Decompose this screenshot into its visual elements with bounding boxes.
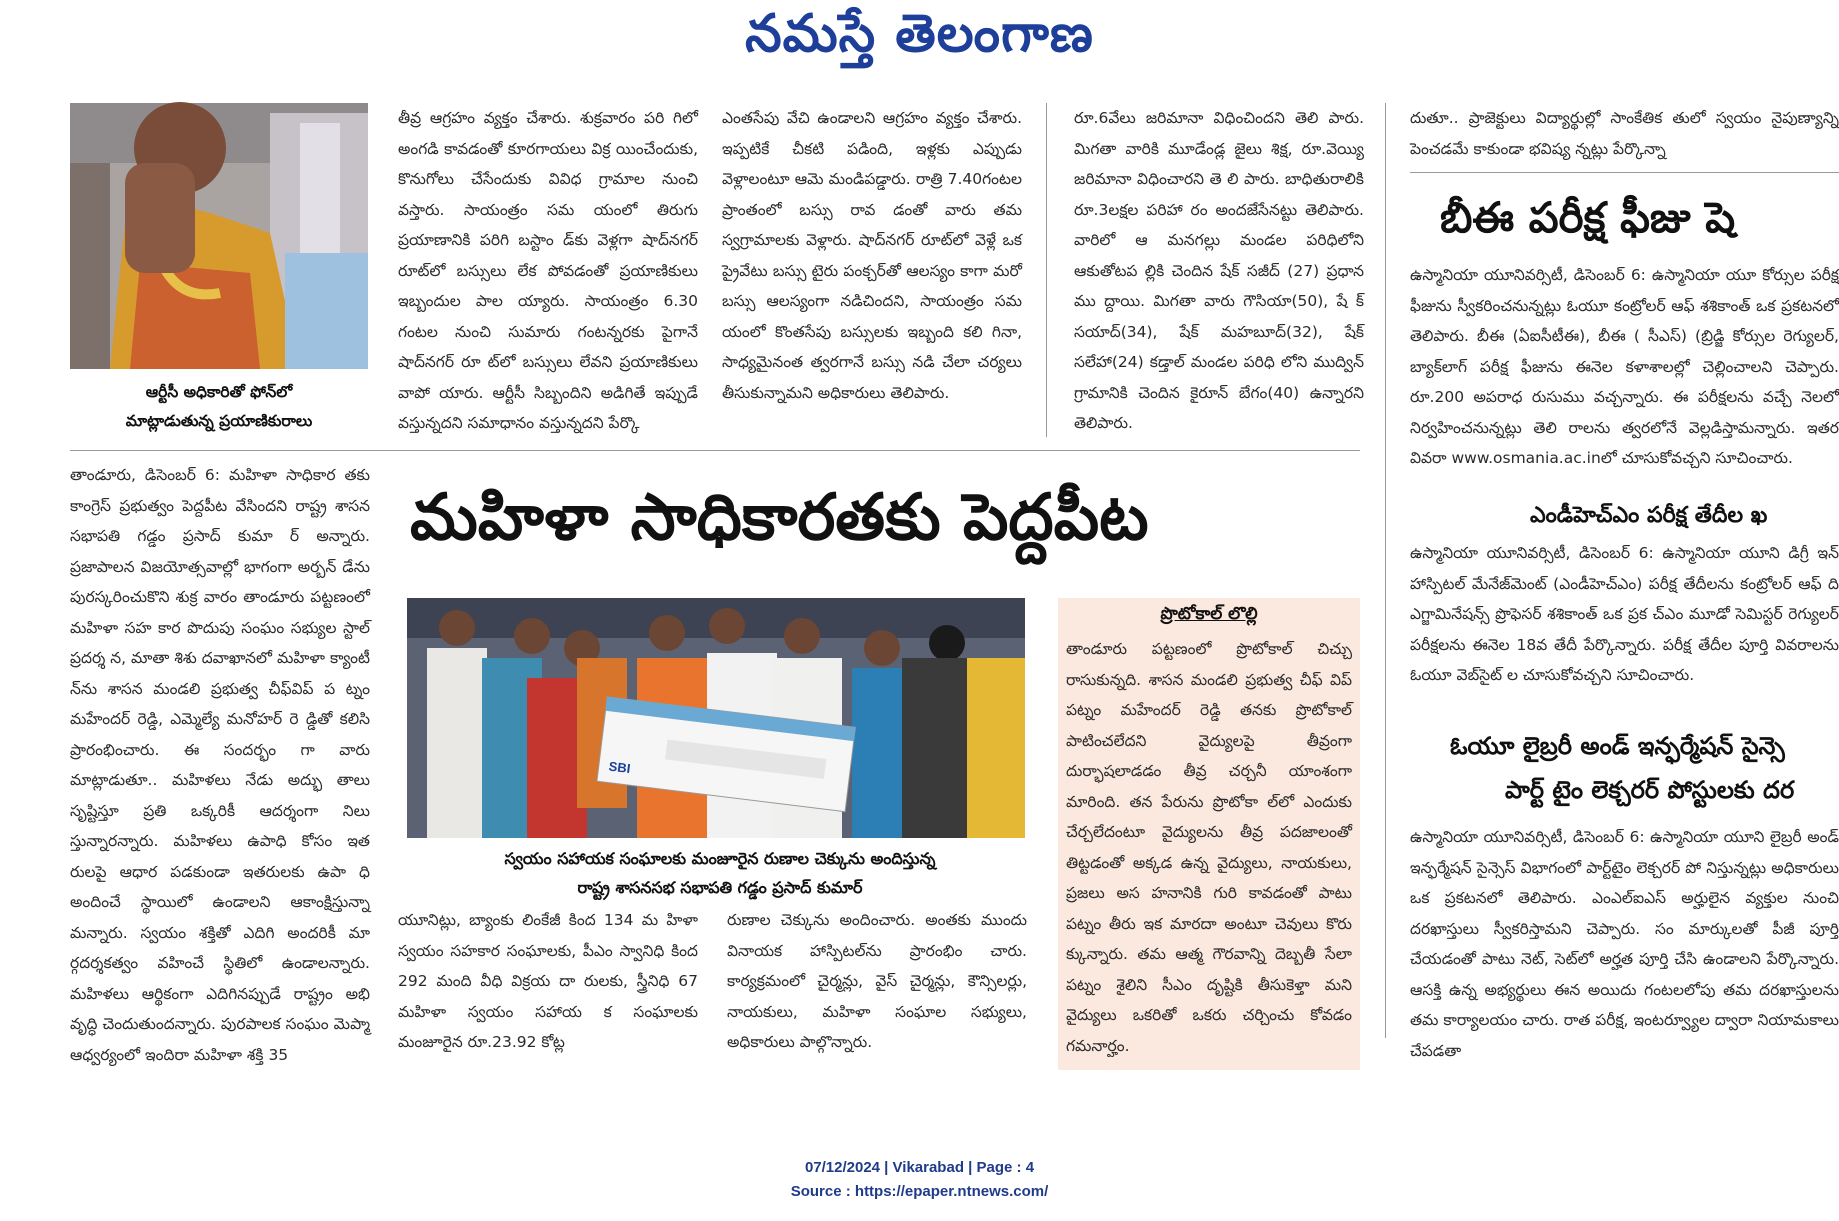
right-headline-library-science-2: పార్ట్ టైం లెక్చరర్ పోస్టులకు దర <box>1505 776 1795 804</box>
right-column-divider <box>1385 103 1386 1038</box>
main-headline: మహిళా సాధికారతకు పెద్దపీట <box>410 481 1149 555</box>
main-story-bottom-col1: యూనిట్లు, బ్యాంకు లింకేజీ కింద 134 మ హిళా స్వయం సహకార సంఘాలకు, పీఎం స్వానిధి కింద 292 మంది వీధి విక్రయ దా రులకు, స్త్రీనిధి 67 మహిళా స్వయం సహాయ క సంఘాలకు మంజూరైన రూ.23.92 కోట్ల <box>398 911 698 1051</box>
masthead-logo: నమస్తే తెలంగాణ <box>745 4 1094 64</box>
main-photo-caption <box>400 844 1040 902</box>
footer-dateline: 07/12/2024 | Vikarabad | Page : 4 <box>804 1159 1035 1176</box>
cheque-bank-label: SBI <box>607 758 632 777</box>
main-story-bottom-col2: రుణాల చెక్కును అందించారు. అంతకు ముందు వినాయక హాస్పిటల్‌ను ప్రారంభిం చారు. కార్యక్రమంలో చైర్మన్లు, వైస్ చైర్మన్లు, కౌన్సిలర్లు, నాయకులు, మహిళా సంఘాల సభ్యులు, అధికారులు పాల్గొన్నారు. <box>727 911 1027 1051</box>
right-divider-1 <box>1410 172 1839 173</box>
top-left-photo <box>70 103 368 369</box>
right-story-exam-fee: ఉస్మానియా యూనివర్సిటీ, డిసెంబర్ 6: ఉస్మానియా యూ కోర్సుల పరీక్ష ఫీజును స్వీకరించనున్నట్లు ఓయూ కంట్రోలర్ ఆఫ్ శశికాంత్ ఒక ప్రకటనలో తెలిపారు. బీఈ (ఏఐసీటీఈ), బీఈ ( సీఎస్) (బ్రిడ్జి కోర్సుల రెగ్యులర్, బ్యాక్‌లాగ్ పరీక్ష ఫీజును ఈనెల కళాశాలల్లో చెల్లించాలని చెప్పారు. రూ.200 అపరాధ రుసుము వచ్చన్నారు. ఈ పరీక్షలను వచ్చే నెలలో నిర్వహించనున్నట్లు తెలి రాలను త్వరలోనే వెల్లడిస్తామన్నారు. ఇతర వివరా www.osmania.ac.inలో చూసుకోవచ్చని సూచించారు. <box>1410 266 1839 467</box>
top-article-col2: ఎంతసేపు వేచి ఉండాలని ఆగ్రహం వ్యక్తం చేశారు. ఇప్పటికే చీకటి పడింది, ఇళ్లకు ఎప్పుడు వెళ్లాలంటూ ఆమె మండిపడ్డారు. రాత్రి 7.40గంటల ప్రాంతంలో బస్సు రావ డంతో వారు తమ స్వగ్రామాలకు వెళ్లారు. షాద్‌నగర్ రూట్‌లో వెళ్లే ఒక ప్రైవేటు బస్సు టైరు పంక్చర్‌తో ఆలస్యం కాగా మరో బస్సు ఆలస్యంగా నడిచిందని, సాయంత్రం సమ యంలో కొంతసేపు బస్సులకు ఇబ్బంది కలి గినా, సాధ్యమైనంత త్వరగానే బస్సు నడి చేలా చర్యలు తీసుకున్నామని అధికారులు తెలిపారు. <box>722 109 1022 402</box>
top-photo-caption <box>70 378 368 436</box>
top-article-col1: తీవ్ర ఆగ్రహం వ్యక్తం చేశారు. శుక్రవారం పరి గిలో అంగడి కావడంతో కూరగాయలు విక్ర యించేందుకు, కొనుగోలు చేసేందుకు వివిధ గ్రామాల నుంచి వస్తారు. సాయంత్రం సమ యంలో తిరుగు ప్రయాణానికి పరిగి బస్టాం డ్‌కు వెళ్లగా షాద్‌నగర్ రూట్‌లో బస్సులు లేక పోవడంతో ప్రయాణికులు ఇబ్బందుల పాల య్యారు. సాయంత్రం 6.30 గంటల నుంచి సుమారు గంటన్నరకు పైగానే షాద్‌నగర్ రూ ట్‌లో బస్సులు లేవని ప్రయాణికులు వాపో యారు. ఆర్టీసీ సిబ్బందిని అడిగితే ఇప్పుడే వస్తున్నదని సమాధానం వస్తున్నదని పేర్కొ <box>398 109 698 432</box>
protocol-sidebar-title: ప్రొటోకాల్ లొల్లి <box>1160 604 1258 624</box>
top-photo-caption-line2: మాట్లాడుతున్న ప్రయాణికురాలు <box>125 412 313 430</box>
main-event-photo <box>407 598 1025 838</box>
right-top-text: దుతూ.. ప్రాజెక్టులు విద్యార్థుల్లో సాంకేతిక తులో స్వయం నైపుణ్యాన్ని పెంచడమే కాకుండా భవిష్య న్నట్లు పేర్కొన్నా <box>1410 109 1839 158</box>
footer-source: Source : https://epaper.ntnews.com/ <box>790 1183 1049 1200</box>
main-photo-caption-line1: స్వయం సహాయక సంఘాలకు మంజూరైన రుణాల చెక్కును అందిస్తున్న <box>504 849 936 868</box>
right-headline-library-science-1: ఓయూ లైబ్రరీ అండ్ ఇన్ఫర్మేషన్ సైన్సె <box>1450 732 1785 760</box>
main-story-left-col: తాండూరు, డిసెంబర్ 6: మహిళా సాధికార తకు కాంగ్రెస్ ప్రభుత్వం పెద్దపీట వేసిందని రాష్ట్ర శాసన సభాపతి గడ్డం ప్రసాద్ కుమా ర్ అన్నారు. ప్రజాపాలన విజయోత్సవాల్లో భాగంగా అర్బన్ డేను పురస్కరించుకొని శుక్ర వారం తాండూరు పట్టణంలో మహిళా సహ కార పొదుపు సంఘం సభ్యుల స్టాల్ ప్రదర్శ న, మాతా శిశు దవాఖానలో మహిళా క్యాంటీ న్‌ను శాసన మండలి ప్రభుత్వ చీఫ్‌విప్ ప ట్నం మహేందర్ రెడ్డి, ఎమ్మెల్యే మనోహర్ రె డ్డితో కలిసి ప్రారంభించారు. ఈ సందర్భం గా వారు మాట్లాడుతూ.. మహిళలు నేడు అద్భు తాలు సృష్టిస్తూ ప్రతి ఒక్కరికీ ఆదర్శంగా నిలు స్తున్నారన్నారు. మహిళలు ఉపాధి కోసం ఇత రులపై ఆధార పడకుండా ఇతరులకు ఉపా ధి అందించే స్థాయిలో ఉండాలని ఆకాంక్షిస్తున్నా మన్నారు. స్వయం శక్తితో ఎదిగి అందరికీ మా ర్గదర్శకత్వం వహించే స్థితిలో ఉండాలన్నారు. మహిళలు ఆర్థికంగా ఎదిగినప్పుడే రాష్ట్రం అభి వృద్ధి చెందుతుందన్నారు. పురపాలక సంఘం మెప్మా ఆధ్వర్యంలో ఇందిరా మహిళా శక్తి 35 <box>70 466 370 1064</box>
top-photo-caption-line1: ఆర్టీసీ అధికారితో ఫోన్‌లో <box>145 383 293 401</box>
column-divider <box>1046 103 1047 437</box>
section-divider <box>70 450 1360 451</box>
right-headline-mdhm-dates: ఎండీహెచ్‌ఎం పరీక్ష తేదీల ఖ <box>1530 503 1768 528</box>
main-photo-caption-line2: రాష్ట్ర శాసనసభ సభాపతి గడ్డం ప్రసాద్ కుమార్ <box>577 878 863 897</box>
right-story-mdhm-dates: ఉస్మానియా యూనివర్సిటీ, డిసెంబర్ 6: ఉస్మానియా యూని డిగ్రీ ఇన్ హాస్పిటల్ మేనేజ్‌మెంట్ (ఎండీహెచ్‌ఎం) పరీక్ష తేదీలను కంట్రోలర్ ఆఫ్ ది ఎగ్జామినేషన్స్ ప్రొఫెసర్ శశికాంత్ ఒక ప్రక చ్‌ఎం మూడో సెమిస్టర్ రెగ్యులర్ పరీక్షలను ఈనెల 18వ తేదీ పేర్కొన్నారు. పరీక్ష తేదీల పూర్తి వివరాలను ఓయూ వెబ్‌సైట్ ల చూసుకోవచ్చని సూచించారు. <box>1410 544 1839 684</box>
right-headline-exam-fee: బీఈ పరీక్ష ఫీజు షె <box>1440 193 1736 242</box>
top-article-col3: రూ.6వేలు జరిమానా విధించిందని తెలి పారు. మిగతా వారికి మూడేండ్ల జైలు శిక్ష, రూ.వెయ్యి జరిమానా విధించారని తె లి పారు. బాధితురాలికి రూ.3లక్షల పరిహా రం అందజేసేనట్టు తెలిపారు. వారిలో ఆ మనగల్లు మండల పరిధిలోని ఆకుతోటప ల్లికి చెందిన షేక్ సజీద్ (27) ప్రధాన ము ద్దాయి. మిగతా వారు గౌసియా(50), షే క్ సయాద్(34), షేక్ మహబూద్(32), షేక్ సలేహా(24) కడ్తాల్ మండల పరిధి లోని ముద్విన్ గ్రామానికి చెందిన కైరూన్ బేగం(40) ఉన్నారని తెలిపారు. <box>1074 109 1364 432</box>
right-story-library-science: ఉస్మానియా యూనివర్సిటీ, డిసెంబర్ 6: ఉస్మానియా యూని లైబ్రరీ అండ్ ఇన్ఫర్మేషన్ సైన్సెస్ విభాగంలో పార్ట్‌టైం లెక్చరర్ పో నిస్తున్నట్లు అధికారులు ఒక ప్రకటనలో తెలిపారు. ఎంఎల్ఐఎస్ అర్హులైన వ్యక్తుల నుంచి దరఖాస్తులు స్వీకరిస్తామని చెప్పారు. సం మార్కులతో పీజీ పూర్తి చేయడంతో పాటు నెట్, సెట్‌లో అర్హత పూర్తి చేసి ఉండాలని పేర్కొన్నారు. ఆసక్తి ఉన్న అభ్యర్థులు ఈన అయిదు గంటలలోపు తమ దరఖాస్తులను తమ కార్యాలయం చారు. రాత పరీక్ష, ఇంటర్వ్యూల ద్వారా నియామకాలు చేపడతా <box>1410 828 1839 1060</box>
protocol-sidebar-text: తాండూరు పట్టణంలో ప్రొటోకాల్ చిచ్చు రాసుకున్నది. శాసన మండలి ప్రభుత్వ చీఫ్ విప్ పట్నం మహేందర్ రెడ్డి తనకు ప్రొటోకాల్ పాటించలేదని వైద్యులపై తీవ్రంగా దుర్భాషలాడడం తీవ్ర చర్చనీ యాంశంగా మారింది. తన పేరును ప్రొటోకా ల్‌లో ఎందుకు చేర్చలేదంటూ వైద్యులను తీవ్ర పదజాలంతో తిట్టడంతో అక్కడ ఉన్న వైద్యులు, నాయకులు, ప్రజలు అస హనానికి గురి కావడంతో పాటు పట్నం తీరు ఇక మారదా అంటూ చెవులు కొరు క్కున్నారు. తమ ఆత్మ గౌరవాన్ని దెబ్బతీ సేలా పట్నం శైలిని సీఎం దృష్టికి తీసుకెళ్తా మని వైద్యులు ఒకరితో ఒకరు చర్చించు కోవడం గమనార్హం. <box>1066 640 1352 1055</box>
